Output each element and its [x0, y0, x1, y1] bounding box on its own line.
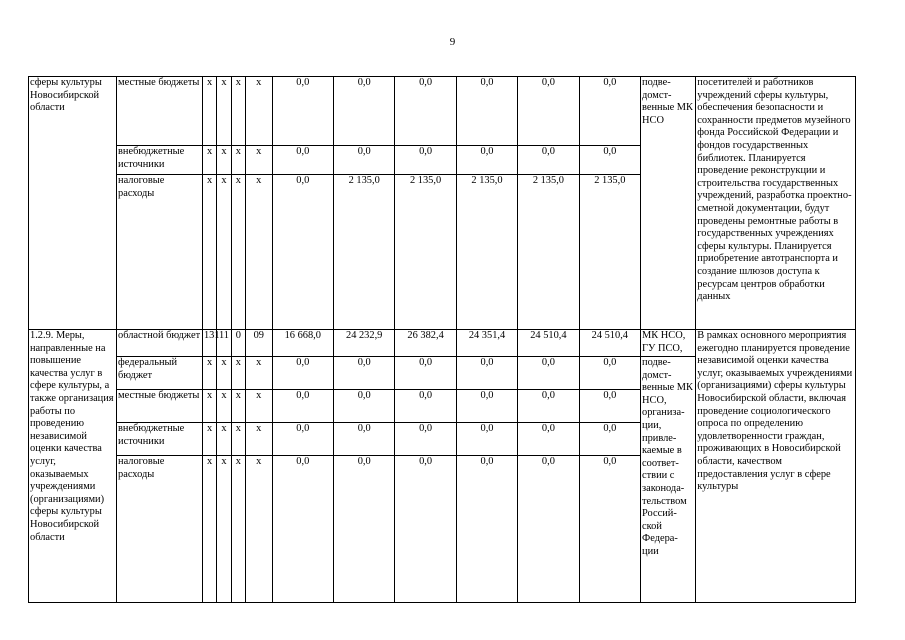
- value-cell: 0,0: [456, 146, 517, 175]
- source-cell: местные бюджеты: [117, 390, 203, 423]
- source-cell: налоговые расходы: [117, 175, 203, 330]
- code-cell: х: [202, 77, 216, 146]
- value-cell: 0,0: [272, 146, 333, 175]
- code-cell: 11: [217, 330, 231, 357]
- source-cell: областной бюджет: [117, 330, 203, 357]
- code-cell: х: [202, 146, 216, 175]
- executor-cell: МК НСО, ГУ ПСО,: [641, 330, 696, 357]
- code-cell: х: [231, 390, 245, 423]
- code-cell: х: [245, 390, 272, 423]
- source-cell: федеральный бюджет: [117, 357, 203, 390]
- code-cell: х: [217, 423, 231, 456]
- value-cell: 2 135,0: [333, 175, 394, 330]
- value-cell: 0,0: [518, 357, 579, 390]
- code-cell: х: [217, 77, 231, 146]
- value-cell: 0,0: [395, 357, 456, 390]
- result-cell: В рамках основного мероприятия ежегодно планируется проведение независимой оценки качества услуг, оказываемых учреждениями (организациями) сферы культуры Новосибирской области, включая проведение социологического опроса по определению удовлетворенности граждан, проживающих в Новосибирской области, качеством предоставления услуг в сфере культуры: [696, 330, 856, 603]
- value-cell: 2 135,0: [395, 175, 456, 330]
- source-cell: внебюджетные источники: [117, 423, 203, 456]
- value-cell: 0,0: [272, 77, 333, 146]
- executor-cell: подве-домст-венные МК НСО, организа-ции, привле-каемые в соответ-ствии с законода-тельством Россий-ской Федера-ции: [641, 357, 696, 603]
- value-cell: 0,0: [333, 423, 394, 456]
- value-cell: 16 668,0: [272, 330, 333, 357]
- value-cell: 0,0: [518, 146, 579, 175]
- code-cell: х: [217, 175, 231, 330]
- code-cell: х: [202, 390, 216, 423]
- value-cell: 2 135,0: [518, 175, 579, 330]
- value-cell: 2 135,0: [579, 175, 640, 330]
- code-cell: х: [231, 357, 245, 390]
- value-cell: 0,0: [395, 423, 456, 456]
- code-cell: х: [231, 175, 245, 330]
- value-cell: 0,0: [579, 77, 640, 146]
- code-cell: х: [217, 357, 231, 390]
- value-cell: 0,0: [333, 77, 394, 146]
- code-cell: х: [231, 456, 245, 603]
- code-cell: 09: [245, 330, 272, 357]
- value-cell: 24 510,4: [579, 330, 640, 357]
- value-cell: 0,0: [333, 146, 394, 175]
- code-cell: х: [245, 357, 272, 390]
- code-cell: х: [231, 146, 245, 175]
- code-cell: х: [245, 146, 272, 175]
- value-cell: 0,0: [456, 423, 517, 456]
- value-cell: 0,0: [518, 423, 579, 456]
- page-number: 9: [449, 36, 456, 48]
- code-cell: 131: [202, 330, 216, 357]
- value-cell: 0,0: [272, 423, 333, 456]
- value-cell: 0,0: [579, 390, 640, 423]
- value-cell: 24 232,9: [333, 330, 394, 357]
- code-cell: х: [245, 175, 272, 330]
- value-cell: 0,0: [272, 456, 333, 603]
- code-cell: х: [217, 390, 231, 423]
- code-cell: х: [245, 77, 272, 146]
- value-cell: 0,0: [395, 77, 456, 146]
- value-cell: 0,0: [456, 77, 517, 146]
- code-cell: х: [217, 146, 231, 175]
- value-cell: 0,0: [579, 423, 640, 456]
- code-cell: х: [202, 357, 216, 390]
- task-cell: 1.2.9. Меры, направленные на повышение качества услуг в сфере культуры, а также организация работы по проведению независимой оценки качества услуг, оказываемых учреждениями (организациями) сферы культуры Новосибирской области: [29, 330, 117, 603]
- code-cell: х: [202, 423, 216, 456]
- source-cell: внебюджетные источники: [117, 146, 203, 175]
- code-cell: х: [231, 77, 245, 146]
- value-cell: 0,0: [333, 357, 394, 390]
- code-cell: х: [245, 456, 272, 603]
- result-cell: посетителей и работников учреждений сферы культуры, обеспечения безопасности и сохранности предметов музейного фонда Российской Федерации и фондов государственных библиотек. Планируется проведение реконструкции и строительства государственных учреждений, разработка проектно-сметной документации, будут проведены ремонтные работы в государственных учреждениях сферы культуры. Планируется приобретение автотранспорта и создание шлюзов доступа к ресурсам центров обработки данных: [696, 77, 856, 330]
- value-cell: 26 382,4: [395, 330, 456, 357]
- value-cell: 0,0: [518, 456, 579, 603]
- value-cell: 24 510,4: [518, 330, 579, 357]
- value-cell: 24 351,4: [456, 330, 517, 357]
- value-cell: 0,0: [518, 390, 579, 423]
- source-cell: налоговые расходы: [117, 456, 203, 603]
- value-cell: 0,0: [395, 456, 456, 603]
- program-table: [28, 76, 856, 603]
- value-cell: 0,0: [579, 456, 640, 603]
- value-cell: 0,0: [272, 357, 333, 390]
- code-cell: х: [202, 175, 216, 330]
- value-cell: 0,0: [518, 77, 579, 146]
- value-cell: 0,0: [395, 390, 456, 423]
- code-cell: х: [217, 456, 231, 603]
- value-cell: 0,0: [456, 357, 517, 390]
- table-row: [29, 77, 856, 146]
- executor-cell: подве-домст-венные МК НСО: [641, 77, 696, 330]
- code-cell: 0: [231, 330, 245, 357]
- code-cell: х: [245, 423, 272, 456]
- value-cell: 0,0: [272, 175, 333, 330]
- value-cell: 0,0: [333, 456, 394, 603]
- value-cell: 0,0: [272, 390, 333, 423]
- value-cell: 0,0: [579, 146, 640, 175]
- value-cell: 2 135,0: [456, 175, 517, 330]
- value-cell: 0,0: [333, 390, 394, 423]
- value-cell: 0,0: [456, 390, 517, 423]
- code-cell: х: [202, 456, 216, 603]
- value-cell: 0,0: [395, 146, 456, 175]
- value-cell: 0,0: [579, 357, 640, 390]
- source-cell: местные бюджеты: [117, 77, 203, 146]
- code-cell: х: [231, 423, 245, 456]
- value-cell: 0,0: [456, 456, 517, 603]
- task-cell: сферы культуры Новосибирской области: [29, 77, 117, 330]
- table-row: [29, 330, 856, 357]
